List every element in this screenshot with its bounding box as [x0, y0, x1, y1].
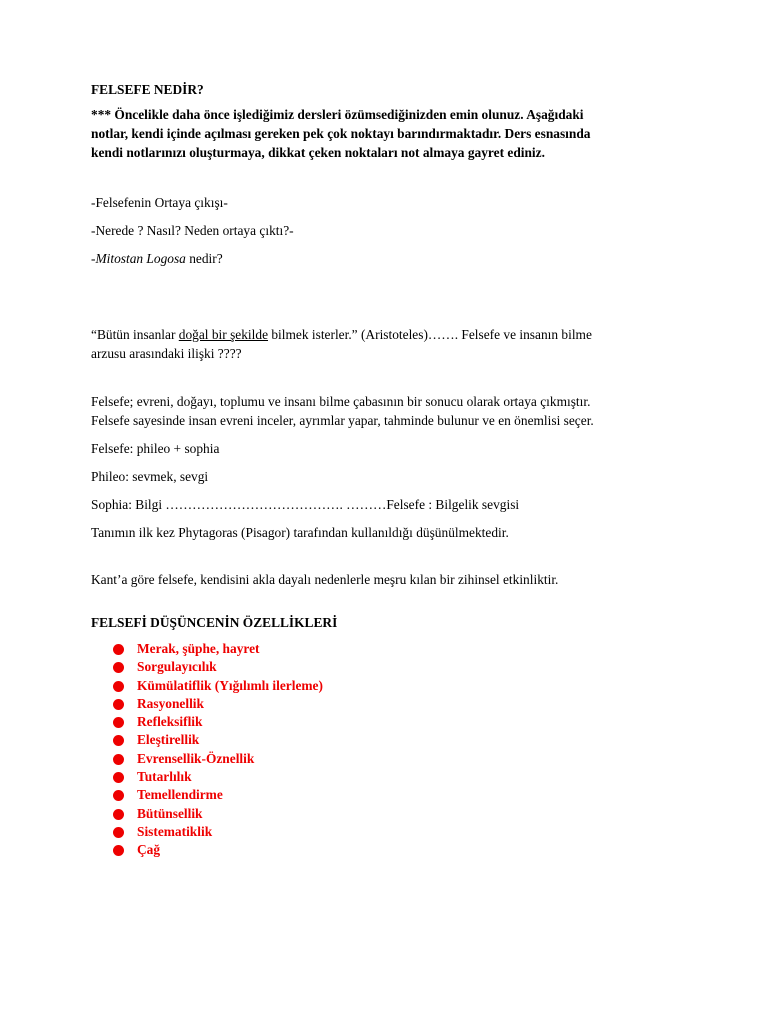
feature-item	[91, 731, 691, 749]
feature-item	[91, 823, 691, 841]
kant-definition: Kant’a göre felsefe, kendisini akla dayalı nedenlerle meşru kılan bir zihinsel etkinliktir.	[91, 572, 559, 587]
feature-label: Sistematiklik	[137, 823, 213, 839]
bullet-dot-icon	[113, 644, 124, 655]
feature-label: Bütünsellik	[137, 805, 203, 821]
bullet-dot-icon	[113, 681, 124, 692]
quote-part1: “Bütün insanlar	[91, 327, 179, 342]
definition-line: Felsefe sayesinde insan evreni inceler, ayrımlar yapar, tahminde bulunur ve en önemlisi seçer.	[91, 413, 594, 428]
feature-label: Kümülatiflik (Yığılımlı ilerleme)	[137, 677, 323, 693]
feature-label: Eleştirellik	[137, 732, 200, 748]
feature-item	[91, 695, 691, 713]
question-where-how-why: -Nerede ? Nasıl? Neden ortaya çıktı?-	[91, 223, 294, 238]
feature-label: Sorgulayıcılık	[137, 659, 217, 675]
quote-line-2: arzusu arasındaki ilişki ????	[91, 346, 242, 361]
bullet-dot-icon	[113, 827, 124, 838]
etymology-pythagoras: Tanımın ilk kez Phytagoras (Pisagor) tarafından kullanıldığı düşünülmektedir.	[91, 525, 509, 540]
feature-label: Evrensellik-Öznellik	[137, 750, 255, 766]
quote-underlined: doğal bir şekilde	[178, 327, 269, 342]
question-prefix: -	[91, 251, 96, 266]
feature-item	[91, 768, 691, 786]
feature-item	[91, 640, 691, 658]
definition-line: Felsefe; evreni, doğayı, toplumu ve insanı bilme çabasının bir sonucu olarak ortaya çıkmıştır.	[91, 394, 591, 409]
feature-item	[91, 713, 691, 731]
intro-line: kendi notlarınızı oluşturmaya, dikkat çeken noktaları not almaya gayret ediniz.	[91, 145, 545, 160]
etymology-phileo: Phileo: sevmek, sevgi	[91, 469, 209, 484]
feature-label: Tutarlılık	[137, 769, 192, 785]
etymology-sophia: Sophia: Bilgi …………………………………. ………Felsefe : Bilgelik sevgisi	[91, 497, 520, 512]
intro-line: *** Öncelikle daha önce işlediğimiz dersleri özümsediğinizden emin olunuz. Aşağıdaki	[91, 107, 584, 122]
feature-label: Merak, şüphe, hayret	[137, 641, 260, 656]
feature-label: Rasyonellik	[137, 695, 204, 711]
bullet-dot-icon	[113, 845, 124, 856]
aristotle-quote	[91, 325, 691, 363]
features-heading: FELSEFİ DÜŞÜNCENİN ÖZELLİKLERİ	[91, 615, 338, 630]
question-mythos-logos	[91, 249, 691, 268]
page-title: FELSEFE NEDİR?	[91, 82, 204, 97]
feature-label: Refleksiflik	[137, 714, 203, 730]
feature-item	[91, 805, 691, 823]
bullet-dot-icon	[113, 772, 124, 783]
bullet-dot-icon	[113, 699, 124, 710]
feature-item	[91, 841, 691, 859]
question-origin: -Felsefenin Ortaya çıkışı-	[91, 195, 228, 210]
features-list	[91, 640, 691, 860]
question-italic-term: Mitostan Logosa	[95, 251, 186, 266]
feature-item	[91, 677, 691, 695]
feature-item	[91, 786, 691, 804]
feature-label: Çağ	[137, 842, 161, 858]
bullet-dot-icon	[113, 809, 124, 820]
etymology-formula: Felsefe: phileo + sophia	[91, 441, 220, 456]
document-page	[91, 80, 691, 860]
feature-item	[91, 750, 691, 768]
feature-item	[91, 658, 691, 676]
quote-part2: bilmek isterler.” (Aristoteles)……. Felsefe ve insanın bilme	[268, 327, 592, 342]
bullet-dot-icon	[113, 735, 124, 746]
bullet-dot-icon	[113, 662, 124, 673]
intro-line: notlar, kendi içinde açılması gereken pek çok noktayı barındırmaktadır. Ders esnasında	[91, 126, 591, 141]
bullet-dot-icon	[113, 790, 124, 801]
quote-line	[91, 325, 691, 344]
feature-label: Temellendirme	[137, 787, 223, 803]
definition-paragraph	[91, 392, 691, 430]
intro-note	[91, 105, 691, 162]
bullet-dot-icon	[113, 717, 124, 728]
bullet-dot-icon	[113, 754, 124, 765]
question-suffix: nedir?	[185, 251, 223, 266]
